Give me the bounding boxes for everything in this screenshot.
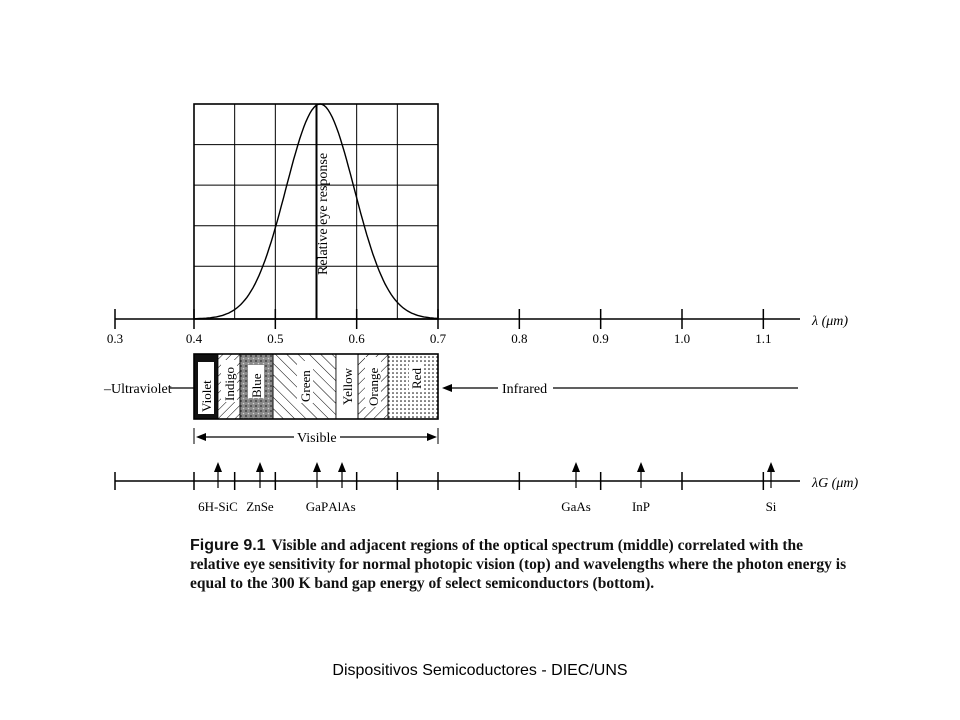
axis-tick-label: 0.3: [106, 331, 124, 346]
material-label: GaP: [305, 499, 329, 514]
visible-arrowhead-right: [427, 433, 437, 441]
material-arrowhead: [214, 462, 222, 472]
axis-tick-label: 0.9: [592, 331, 609, 346]
material-label: 6H-SiC: [198, 499, 238, 514]
material-label: Si: [765, 499, 777, 514]
material-arrowhead: [572, 462, 580, 472]
material-arrowhead: [767, 462, 775, 472]
axis-tick-label: 0.5: [267, 331, 284, 346]
wavelength-axis: [107, 309, 848, 346]
caption-label: Figure 9.1: [190, 537, 266, 554]
band-label-red: Red: [409, 368, 424, 389]
caption-text: Visible and adjacent regions of the optical spectrum (middle) correlated with the relative eye sensitivity for normal photopic vision (top) and wavelengths where the photon energy is equal to the 300 K band gap energy of select semiconductors (bottom).: [190, 537, 847, 592]
bandgap-axis: [115, 462, 858, 514]
infrared-arrowhead: [442, 384, 452, 392]
spectrum-band: [103, 354, 798, 446]
material-label: InP: [631, 499, 651, 514]
material-label: AlAs: [328, 499, 356, 514]
visible-label: Visible: [297, 431, 337, 446]
axis-tick-label: 0.7: [429, 331, 447, 346]
visible-arrowhead-left: [196, 433, 206, 441]
material-arrowhead: [338, 462, 346, 472]
ultraviolet-label: –Ultraviolet: [104, 382, 172, 397]
band-label-blue: Blue: [249, 373, 264, 398]
material-arrowhead: [256, 462, 264, 472]
band-label-violet: Violet: [199, 380, 214, 412]
axis-tick-label: 1.1: [755, 331, 772, 346]
axis-tick-label: 0.6: [348, 331, 365, 346]
axis-label: λ (μm): [812, 314, 849, 329]
bandgap-axis-label: λG (μm): [812, 476, 859, 491]
figure-caption: [190, 536, 850, 593]
material-arrowhead: [637, 462, 645, 472]
axis-tick-label: 0.4: [185, 331, 203, 346]
bandgap-materials: [198, 462, 777, 514]
band-label-orange: Orange: [366, 367, 381, 406]
band-label-green: Green: [298, 370, 313, 402]
material-arrowhead: [313, 462, 321, 472]
curve-label: Relative eye response: [316, 152, 331, 275]
axis-tick-label: 0.8: [511, 331, 528, 346]
axis-tick-label: 1.0: [673, 331, 691, 346]
infrared-label: Infrared: [502, 382, 548, 397]
material-label: ZnSe: [246, 499, 274, 514]
axis-ticks: [107, 309, 772, 346]
material-label: GaAs: [561, 499, 591, 514]
band-label-yellow: Yellow: [340, 368, 355, 405]
eye-response-chart: [194, 104, 438, 319]
band-label-indigo: Indigo: [222, 367, 237, 401]
footer: Dispositivos Semicoductores - DIEC/UNS: [332, 662, 628, 679]
